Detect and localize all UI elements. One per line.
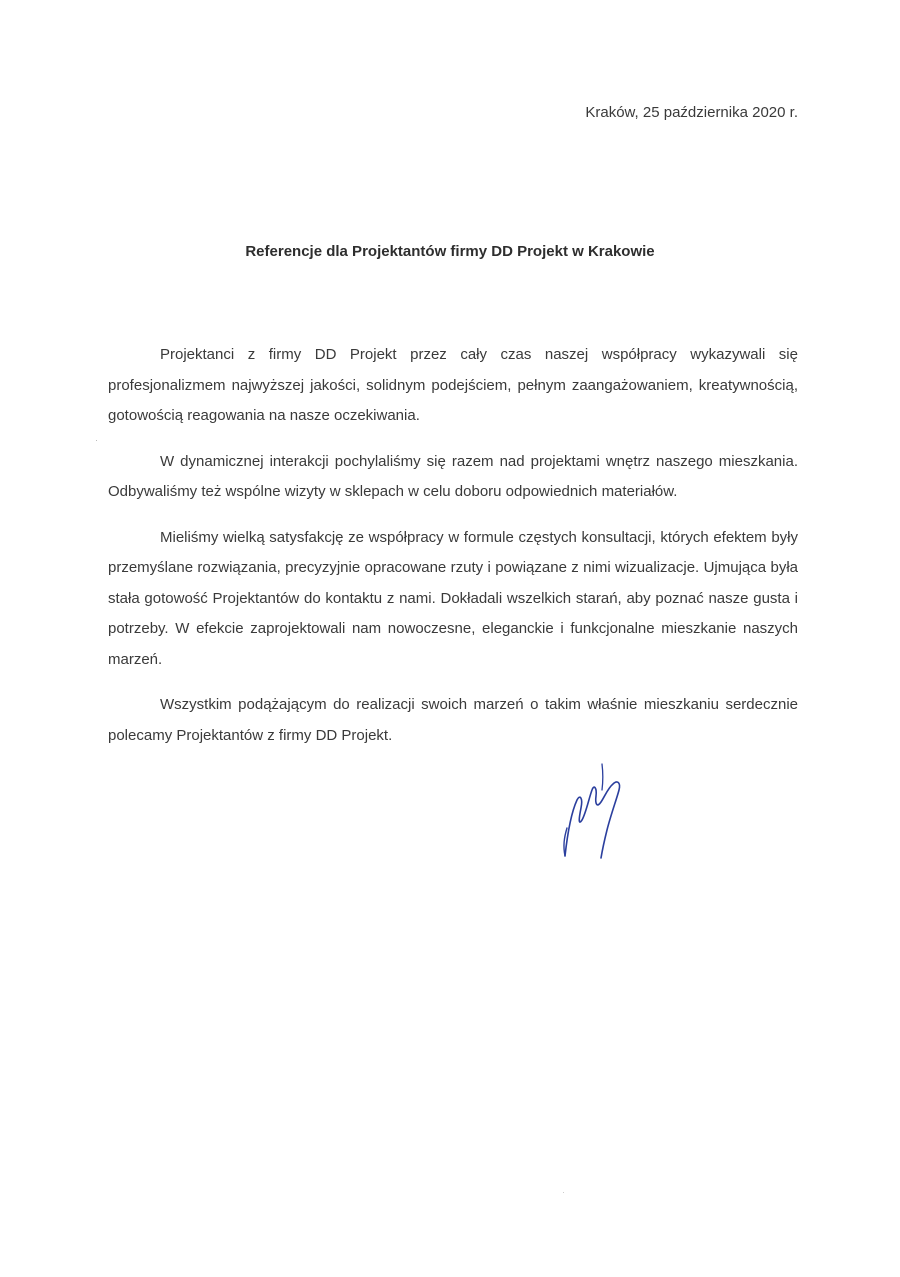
paragraph-4: Wszystkim podążającym do realizacji swoich marzeń o takim właśnie mieszkaniu serdecznie polecamy Projektantów z firmy DD Projekt.: [108, 696, 798, 744]
paragraph-2: W dynamicznej interakcji pochylaliśmy się razem nad projektami wnętrz naszego mieszkania. Odbywaliśmy też wspólne wizyty w sklepach w celu doboru odpowiednich materiałów.: [108, 452, 798, 500]
paragraph-1: Projektanci z firmy DD Projekt przez cały czas naszej współpracy wykazywali się profesjonalizmem najwyższej jakości, solidnym podejściem, pełnym zaangażowaniem, kreatywnością, gotowością reagowania na nasze oczekiwania.: [108, 346, 798, 424]
place-date: Kraków, 25 października 2020 r.: [585, 104, 798, 121]
handwritten-signature: [555, 758, 635, 868]
letter-title: Referencje dla Projektantów firmy DD Projekt w Krakowie: [245, 243, 655, 260]
scan-speck: [563, 1192, 564, 1193]
scan-speck: [96, 440, 97, 441]
signature-drawing: [555, 758, 635, 868]
letter-body: [108, 340, 798, 766]
paragraph-3: Mieliśmy wielką satysfakcję ze współpracy w formule częstych konsultacji, których efektem były przemyślane rozwiązania, precyzyjnie opracowane rzuty i powiązane z nimi wizualizacje. Ujmująca była stała gotowość Projektantów do kontaktu z nami. Dokładali wszelkich starań, aby poznać nasze gusta i potrzeby. W efekcie zaprojektowali nam nowoczesne, eleganckie i funkcjonalne mieszkanie naszych marzeń.: [108, 528, 798, 668]
